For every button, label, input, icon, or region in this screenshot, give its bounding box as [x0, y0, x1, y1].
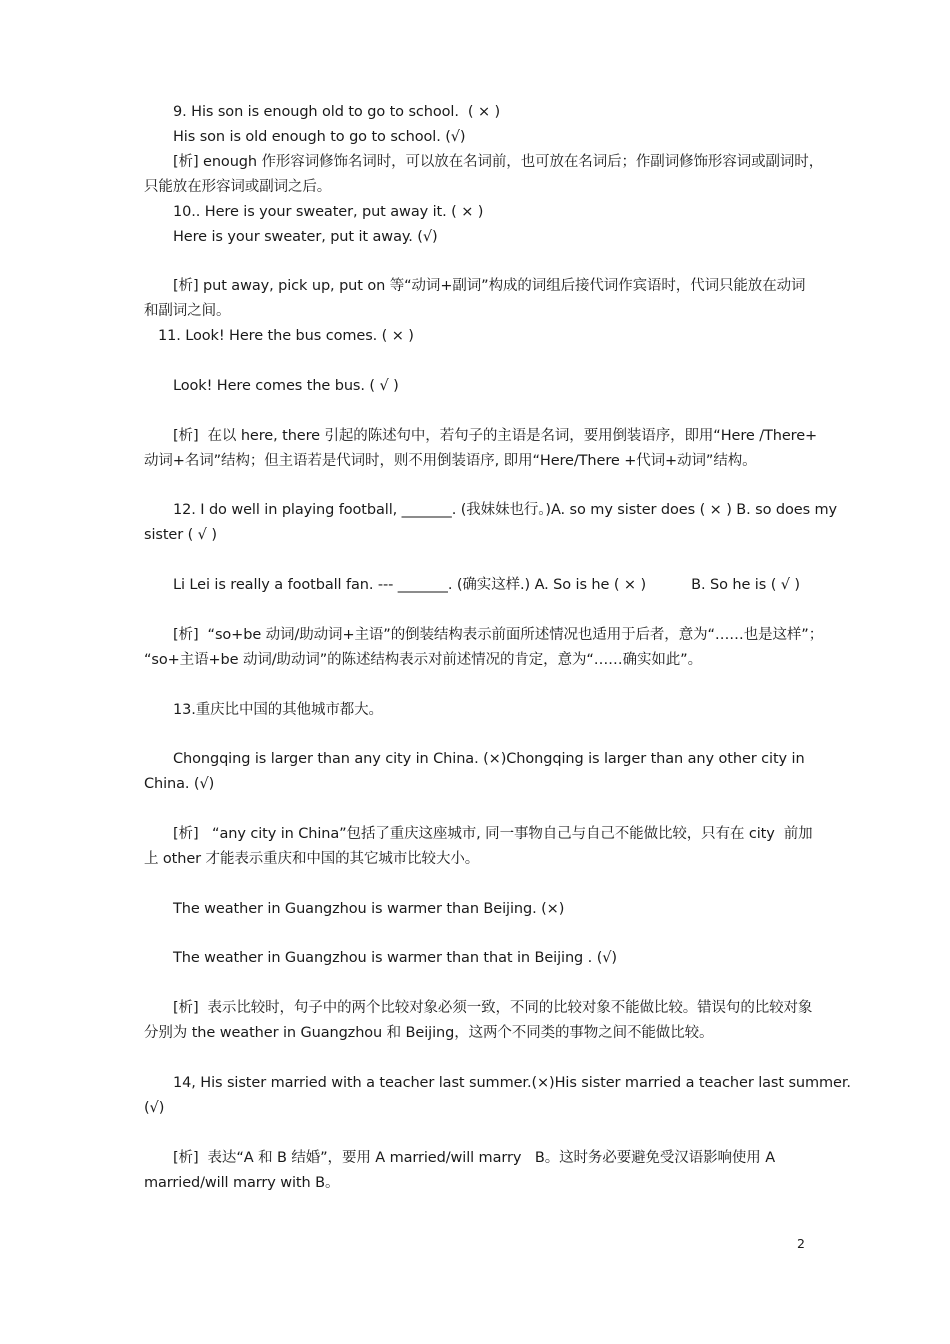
text-line: 只能放在形容词或副词之后。 — [144, 179, 332, 195]
text-line: Here is your sweater, put it away. (√) — [173, 229, 438, 245]
text-line: [析] 表达“A 和 B 结婚”，要用 A married/will marry B。这时务必要避免受汉语影响使用 A — [173, 1150, 776, 1166]
text-line: [析] “any city in China”包括了重庆这座城市, 同一事物自己与自己不能做比较，只有在 city 前加 — [173, 826, 813, 842]
text-line: 14, His sister married with a teacher last summer.(×)His sister married a teacher last summer. — [173, 1075, 851, 1091]
text-line: 和副词之间。 — [144, 303, 231, 319]
text-line: His son is old enough to go to school. (√) — [173, 129, 466, 145]
text-line: 12. I do well in playing football, _______. (我妹妹也行。)A. so my sister does ( × ) B. so does my — [173, 502, 838, 518]
text-line: 13.重庆比中国的其他城市都大。 — [173, 702, 383, 718]
text-line: married/will marry with B。 — [144, 1175, 340, 1191]
text-line: 分别为 the weather in Guangzhou 和 Beijing，这两个不同类的事物之间不能做比较。 — [144, 1025, 714, 1041]
text-line: The weather in Guangzhou is warmer than Beijing. (×) — [173, 901, 565, 917]
text-line: [析] 表示比较时，句子中的两个比较对象必须一致，不同的比较对象不能做比较。错误句的比较对象 — [173, 1000, 813, 1016]
text-line: 上 other 才能表示重庆和中国的其它城市比较大小。 — [144, 851, 480, 867]
page-number: 2 — [797, 1236, 805, 1251]
text-line: Li Lei is really a football fan. --- _______. (确实这样.) A. So is he ( × ) B. So he is ( √ ) — [173, 577, 800, 593]
text-line: 10.. Here is your sweater, put away it. ( × ) — [173, 204, 484, 220]
text-line: China. (√) — [144, 776, 215, 792]
text-line: [析] put away, pick up, put on 等“动词+副词”构成的词组后接代词作宾语时，代词只能放在动词 — [173, 278, 806, 294]
text-line: Look! Here comes the bus. ( √ ) — [173, 378, 399, 394]
text-line: 动词+名词”结构；但主语若是代词时，则不用倒装语序, 即用“Here/There +代词+动词”结构。 — [144, 453, 757, 469]
text-line: (√) — [144, 1100, 165, 1116]
text-line: 9. His son is enough old to go to school. ( × ) — [173, 104, 501, 120]
text-line: [析] 在以 here, there 引起的陈述句中，若句子的主语是名词，要用倒装语序，即用“Here /There+ — [173, 428, 818, 444]
text-line: Chongqing is larger than any city in China. (×)Chongqing is larger than any other city in — [173, 751, 805, 767]
text-line: [析] “so+be 动词/助动词+主语”的倒装结构表示前面所述情况也适用于后者，意为“……也是这样”； — [173, 627, 824, 643]
text-line: 11. Look! Here the bus comes. ( × ) — [158, 328, 414, 344]
text-line: The weather in Guangzhou is warmer than that in Beijing . (√) — [173, 950, 617, 966]
text-line: sister ( √ ) — [144, 527, 217, 543]
text-line: “so+主语+be 动词/助动词”的陈述结构表示对前述情况的肯定，意为“……确实如此”。 — [144, 652, 702, 668]
text-line: [析] enough 作形容词修饰名词时，可以放在名词前，也可放在名词后；作副词修饰形容词或副词时， — [173, 154, 824, 170]
